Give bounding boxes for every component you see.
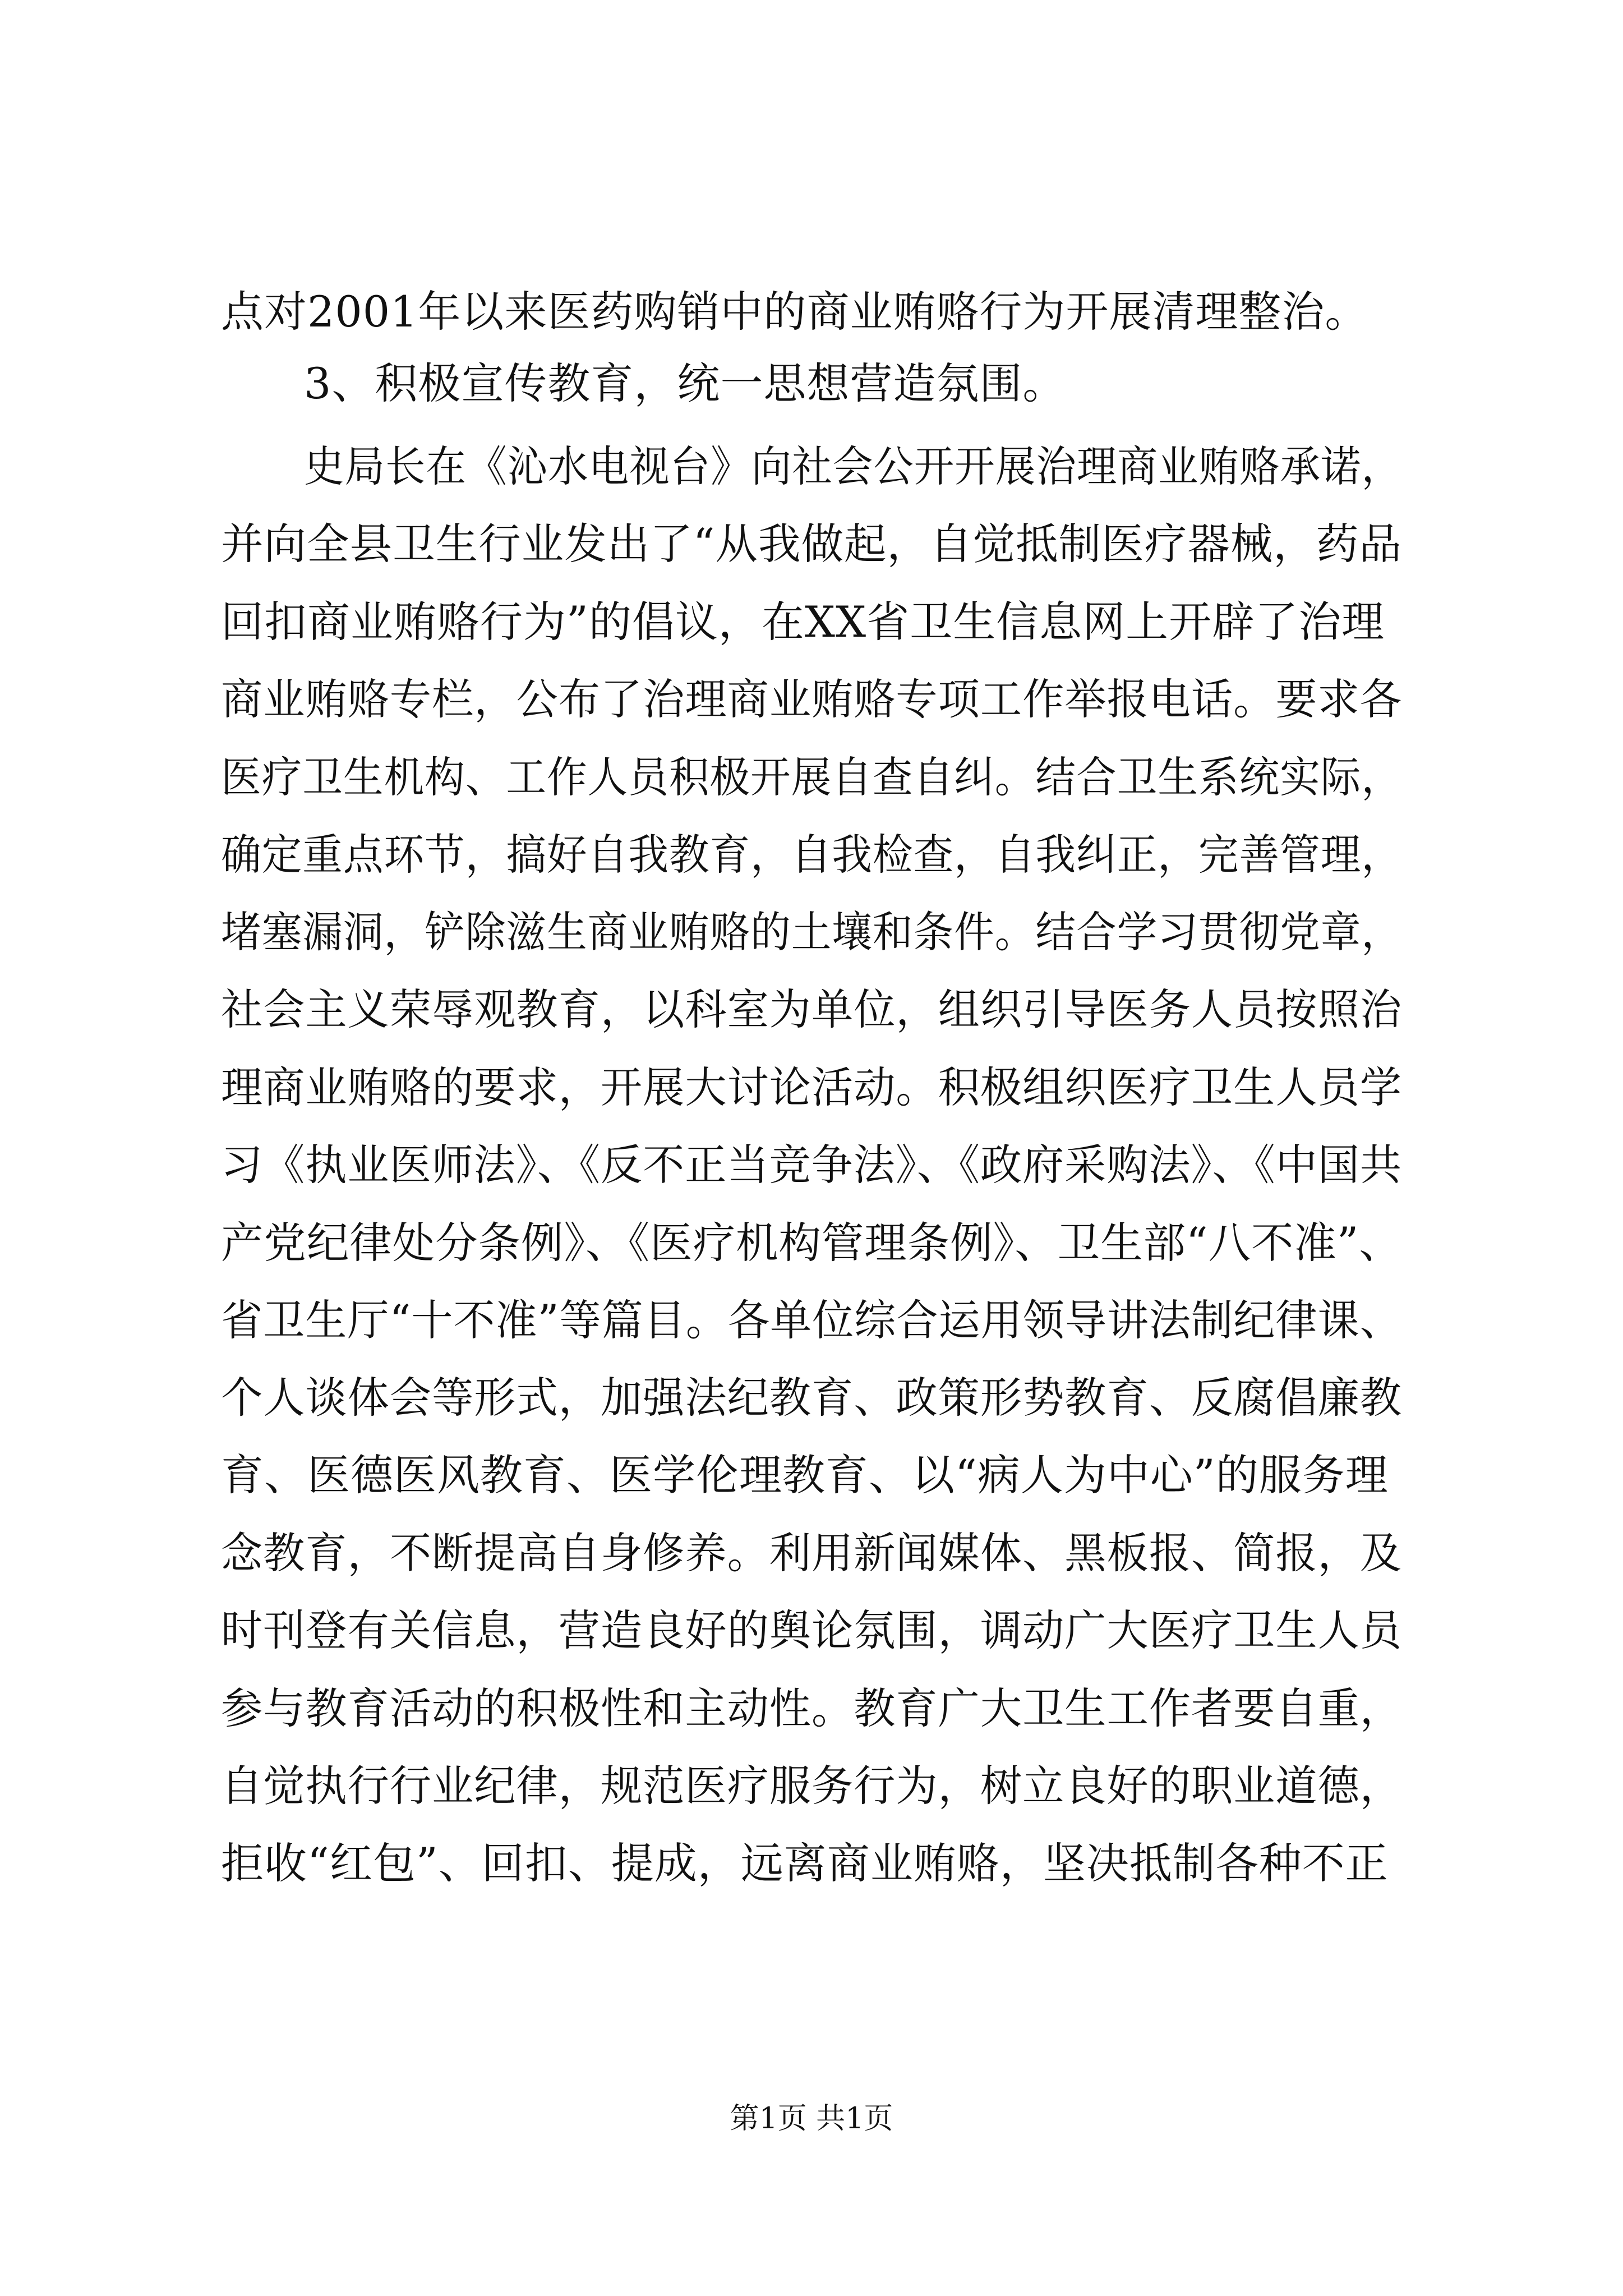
text-line: 确定重点环节，搞好自我教育，自我检查，自我纠正，完善管理， <box>221 830 1402 880</box>
text-line: 拒收“红包”、回扣、提成，远离商业贿赂，坚决抵制各种不正 <box>221 1838 1389 1888</box>
text-line: 个人谈体会等形式，加强法纪教育、政策形势教育、反腐倡廉教 <box>221 1373 1402 1423</box>
text-line: 堵塞漏洞，铲除滋生商业贿赂的土壤和条件。结合学习贯彻党章， <box>221 907 1402 957</box>
page-number-footer: 第1页 共1页 <box>730 2102 893 2136</box>
text-line: 回扣商业贿赂行为”的倡议，在XX省卫生信息网上开辟了治理 <box>221 597 1385 647</box>
text-line: 念教育，不断提高自身修养。利用新闻媒体、黑板报、简报，及 <box>221 1528 1402 1578</box>
text-line: 商业贿赂专栏，公布了治理商业贿赂专项工作举报电话。要求各 <box>221 674 1402 724</box>
text-line: 育、医德医风教育、医学伦理教育、以“病人为中心”的服务理 <box>221 1450 1389 1500</box>
text-line: 参与教育活动的积极性和主动性。教育广大卫生工作者要自重， <box>221 1683 1402 1733</box>
text-line: 点对2001年以来医药购销中的商业贿赂行为开展清理整治。 <box>221 287 1368 337</box>
text-line: 并向全县卫生行业发出了“从我做起，自觉抵制医疗器械，药品 <box>221 519 1402 569</box>
text-line: 时刊登有关信息，营造良好的舆论氛围，调动广大医疗卫生人员 <box>221 1605 1402 1655</box>
text-line: 医疗卫生机构、工作人员积极开展自查自纠。结合卫生系统实际， <box>221 752 1402 802</box>
text-line: 习《执业医师法》、《反不正当竞争法》、《政府采购法》、《中国共 <box>221 1140 1402 1190</box>
text-line: 理商业贿赂的要求，开展大讨论活动。积极组织医疗卫生人员学 <box>221 1062 1402 1112</box>
text-line: 产党纪律处分条例》、《医疗机构管理条例》、卫生部“八不准”、 <box>221 1218 1402 1268</box>
text-line: 社会主义荣辱观教育，以科室为单位，组织引导医务人员按照治 <box>221 984 1402 1034</box>
text-line: 自觉执行行业纪律，规范医疗服务行为，树立良好的职业道德， <box>221 1761 1402 1811</box>
section-heading: 3、积极宣传教育，统一思想营造氛围。 <box>304 358 1066 408</box>
text-line: 史局长在《沁水电视台》向社会公开开展治理商业贿赂承诺， <box>304 441 1402 491</box>
text-line: 省卫生厅“十不准”等篇目。各单位综合运用领导讲法制纪律课、 <box>221 1295 1402 1345</box>
